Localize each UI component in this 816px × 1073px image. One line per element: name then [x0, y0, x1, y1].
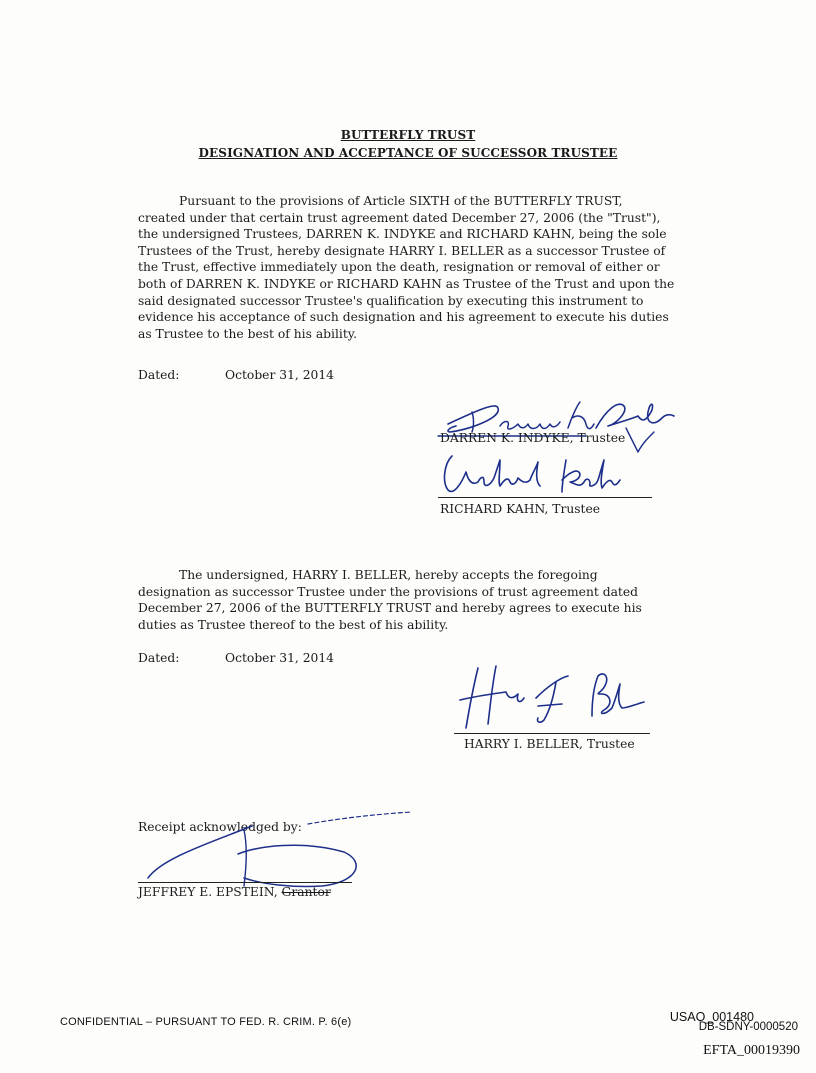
dated-line-1: [138, 367, 334, 383]
paragraph-line: evidence his acceptance of such designation and his agreement to execute his duties: [138, 310, 669, 325]
bates-usao: USAO_001480: [669, 1010, 754, 1024]
dated-value: October 31, 2014: [225, 651, 335, 665]
paragraph-line: said designated successor Trustee's qualification by executing this instrument to: [138, 293, 644, 308]
dated-line-2: [138, 650, 334, 666]
bates-sdny: DB-SDNY-0000520: [698, 1021, 798, 1033]
document-subtitle: DESIGNATION AND ACCEPTANCE OF SUCCESSOR TRUSTEE: [198, 146, 618, 160]
paragraph-line: created under that certain trust agreement dated December 27, 2006 (the "Trust"),: [138, 210, 661, 225]
bates-efta: EFTA_00019390: [703, 1043, 800, 1058]
dated-value: October 31, 2014: [225, 368, 335, 382]
grantor-role: Grantor: [281, 885, 331, 899]
paragraph-line: Pursuant to the provisions of Article SIXTH of the BUTTERFLY TRUST,: [179, 194, 623, 208]
paragraph-line: as Trustee to the best of his ability.: [138, 326, 357, 341]
signature-line-kahn: [438, 497, 652, 498]
confidential-notice: CONFIDENTIAL – PURSUANT TO FED. R. CRIM. P. 6(e): [60, 1016, 352, 1028]
document-title: BUTTERFLY TRUST: [340, 128, 476, 142]
signer-kahn-label: RICHARD KAHN, Trustee: [440, 502, 601, 516]
paragraph-line: Trustees of the Trust, hereby designate HARRY I. BELLER as a successor Trustee of: [138, 243, 666, 258]
paragraph-line: the Trust, effective immediately upon the death, resignation or removal of either or: [138, 260, 660, 275]
dated-label: Dated:: [138, 368, 180, 382]
signature-line-epstein: [138, 882, 352, 883]
grantor-name: JEFFREY E. EPSTEIN,: [138, 885, 278, 899]
acceptance-paragraph: [138, 567, 678, 633]
paragraph-line: duties as Trustee thereof to the best of his ability.: [138, 617, 449, 632]
receipt-label: Receipt acknowledged by:: [138, 820, 302, 834]
epstein-signature: [132, 808, 432, 888]
paragraph-line: the undersigned Trustees, DARREN K. INDYKE and RICHARD KAHN, being the sole: [138, 227, 667, 242]
paragraph-line: December 27, 2006 of the BUTTERFLY TRUST and hereby agrees to execute his: [138, 601, 642, 616]
signer-indyke-label: DARREN K. INDYKE, Trustee: [440, 431, 626, 445]
grantor-label: [138, 885, 331, 900]
signature-line-beller: [454, 733, 650, 734]
signer-beller-label: HARRY I. BELLER, Trustee: [464, 737, 635, 751]
paragraph-line: both of DARREN K. INDYKE or RICHARD KAHN as Trustee of the Trust and upon the: [138, 276, 675, 291]
dated-label: Dated:: [138, 651, 180, 665]
kahn-signature: [438, 452, 658, 500]
paragraph-line: designation as successor Trustee under the provisions of trust agreement dated: [138, 584, 639, 599]
designation-paragraph: [138, 193, 678, 342]
beller-signature: [452, 664, 652, 736]
paragraph-line: The undersigned, HARRY I. BELLER, hereby accepts the foregoing: [179, 568, 598, 582]
